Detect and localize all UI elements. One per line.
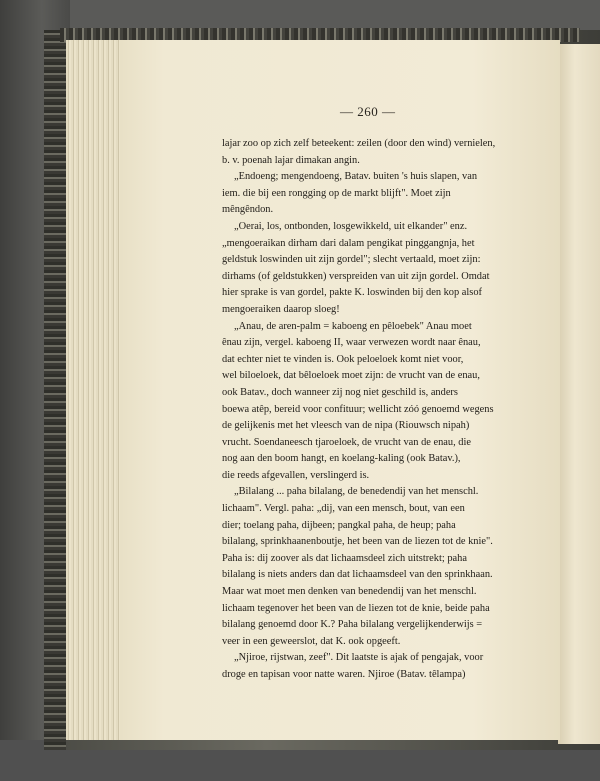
text-line: ênau zijn, vergel. kaboeng II, waar verwezen wordt naar ênau,	[222, 337, 481, 349]
text-line: wel biloeloek, dat bêloeloek moet zijn: de vrucht van de enau,	[222, 370, 480, 382]
text-line: dirhams (of geldstukken) verspreiden van uit zijn gordel. Omdat	[222, 270, 490, 282]
text-line: dier; toelang paha, dijbeen; pangkal paha, de heup; paha	[222, 519, 456, 531]
book-spine	[44, 30, 66, 750]
paragraph	[222, 169, 512, 219]
text-line: geldstuk loswinden uit zijn gordel"; slecht vertaald, moet zijn:	[222, 254, 481, 266]
paragraph	[222, 650, 512, 683]
facing-page	[558, 44, 600, 744]
text-line: b. v. poenah lajar dimakan angin.	[222, 154, 360, 166]
text-line: droge en tapisan voor natte waren. Njiroe (Batav. têlampa)	[222, 669, 466, 680]
text-line: lichaam tegenover het been van de liezen tot de knie, beide paha	[222, 602, 490, 614]
paragraph	[222, 484, 512, 650]
text-line: bilalang is niets anders dan dat lichaamsdeel van den sprinkhaan.	[222, 569, 493, 581]
text-line: mêngêndon.	[222, 204, 274, 216]
text-line: lichaam". Vergl. paha: „dij, van een mensch, bout, van een	[222, 503, 465, 515]
text-line: veer in een geweerslot, dat K. ook opgeeft.	[222, 635, 401, 647]
text-line: boewa atêp, bereid voor confituur; wellicht zóó genoemd wegens	[222, 403, 494, 415]
text-line: iem. die bij een rongging op de markt blijft". Moet zijn	[222, 187, 451, 199]
paragraph	[222, 319, 512, 485]
text-line: „Bilalang ... paha bilalang, de benedendij van het menschl.	[234, 486, 479, 498]
text-line: Paha is: dij zoover als dat lichaamsdeel zich uitstrekt; paha	[222, 552, 467, 564]
text-line: de gelijkenis met het vleesch van de nipa (Riouwsch nipah)	[222, 420, 470, 432]
text-line: mengoeraiken daarop sloeg!	[222, 303, 340, 315]
text-line: „Oerai, los, ontbonden, losgewikkeld, uit elkander" enz.	[234, 220, 468, 232]
text-line: vrucht. Soendaneesch tjaroeloek, de vrucht van de enau, die	[222, 436, 471, 448]
text-line: nog aan den boom hangt, en koelang-kaling (ook Batav.),	[222, 453, 461, 465]
text-line: „Njiroe, rijstwan, zeef". Dit laatste is ajak of pengajak, voor	[234, 652, 484, 664]
text-line: „mengoeraikan dirham dari dalam pengikat pinggangnja, het	[222, 237, 475, 249]
text-line: „Anau, de aren-palm = kaboeng en pêloebek" Anau moet	[234, 320, 472, 332]
text-line: ook Batav., doch wanneer zij nog niet geschild is, anders	[222, 386, 458, 398]
text-line: hier sprake is van gordel, pakte K. loswinden bij den kop alsof	[222, 287, 482, 299]
text-line: bilalang, sprinkhaanenboutje, het been van de liezen tot de knie".	[222, 536, 493, 548]
text-line: Maar wat moet men denken van benedendij van het menschl.	[222, 586, 477, 598]
paragraph	[222, 136, 512, 169]
text-line: dat echter niet te vinden is. Ook peloeloek komt niet voor,	[222, 353, 464, 365]
text-line: lajar zoo op zich zelf beteekent: zeilen (door den wind) vernielen,	[222, 138, 496, 149]
page-number: — 260 —	[340, 104, 396, 119]
paragraph	[222, 219, 512, 319]
text-line: bilalang genoemd door K.? Paha bilalang vergelijkenderwijs =	[222, 619, 483, 631]
page-body-text	[222, 136, 512, 684]
page-stack	[66, 40, 126, 740]
text-line: die reeds afgevallen, verslingerd is.	[222, 469, 370, 481]
text-line: „Endoeng; mengendoeng, Batav. buiten 's huis slapen, van	[234, 171, 478, 183]
